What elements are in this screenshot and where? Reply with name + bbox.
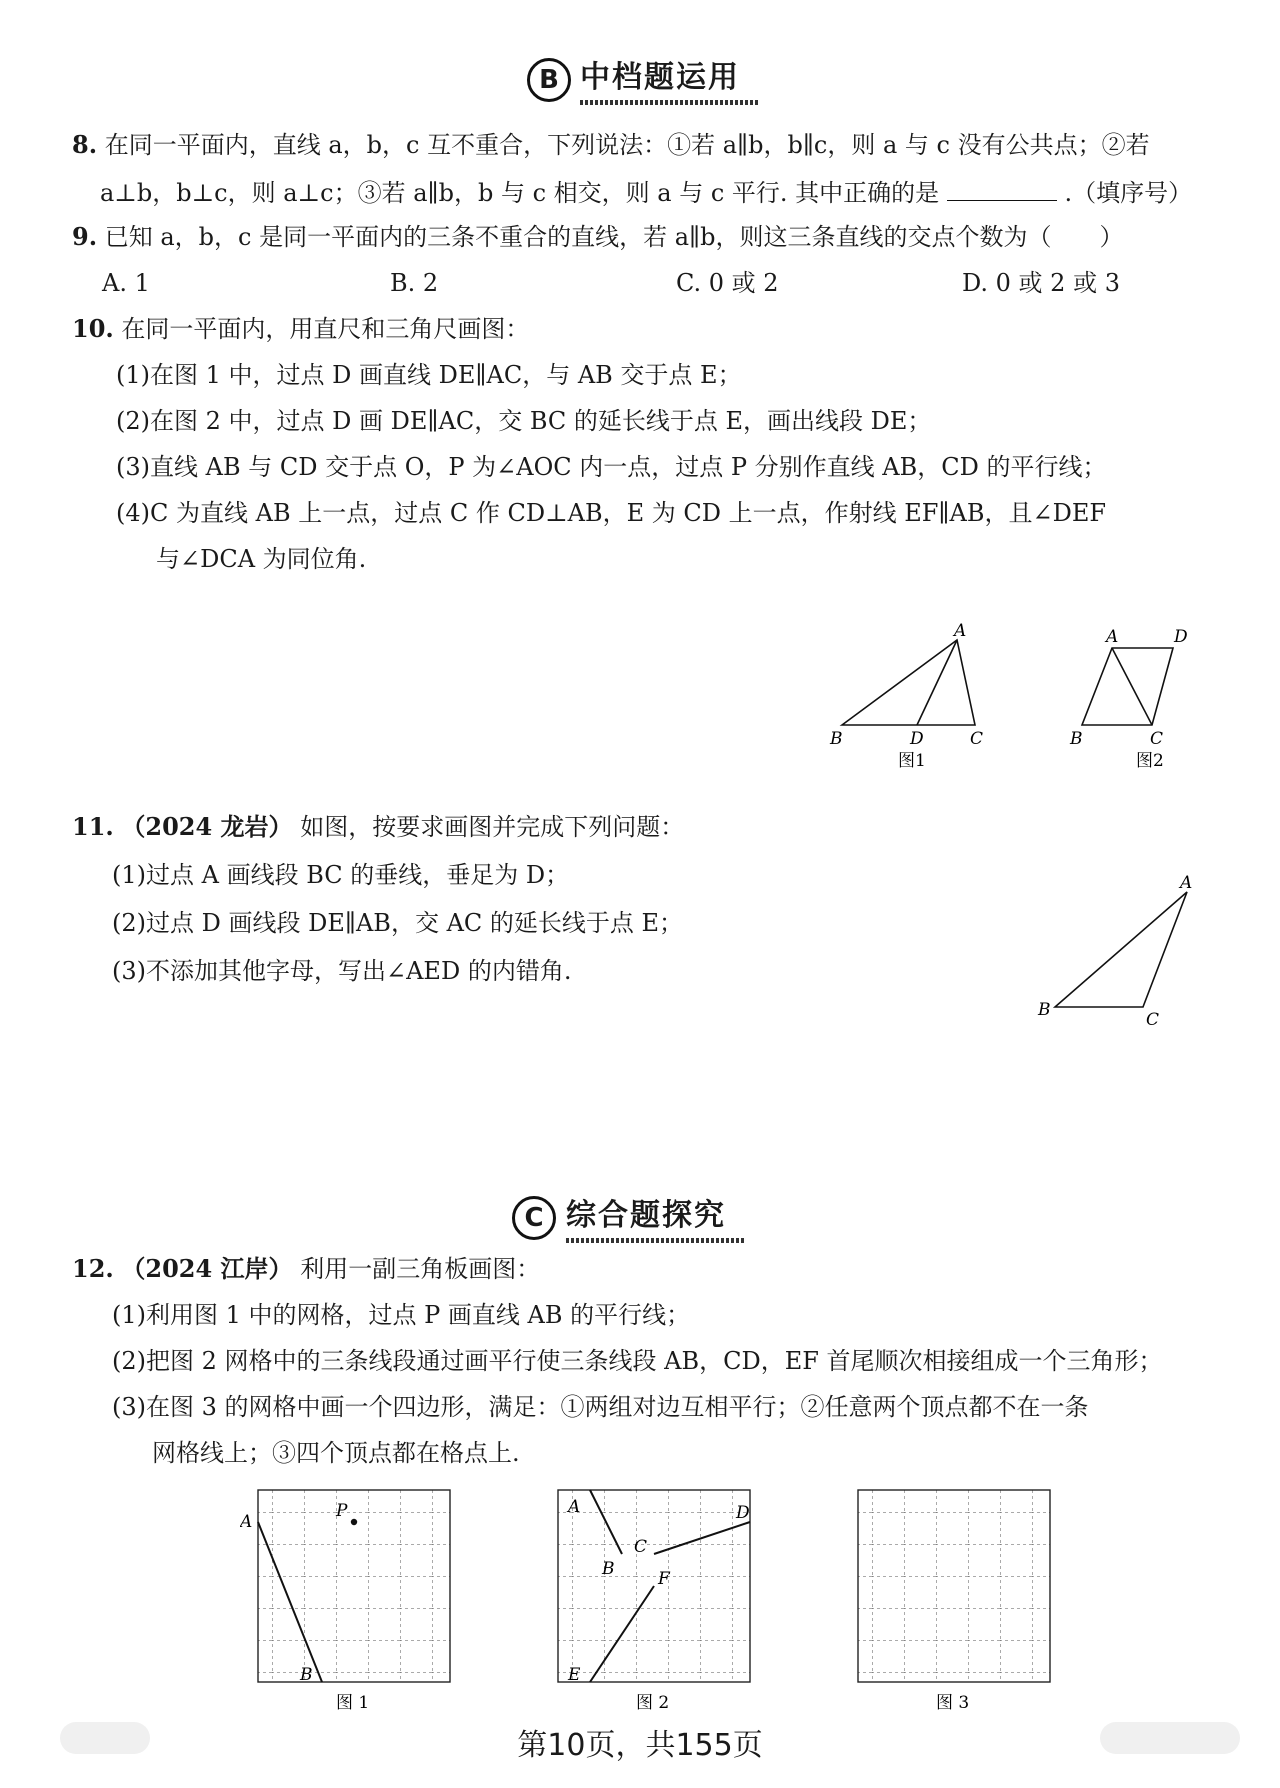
section-c-badge: C: [512, 1196, 556, 1240]
section-b-underline: [580, 100, 760, 105]
q10-part-2: (2)在图 2 中，过点 D 画 DE∥AC，交 BC 的延长线于点 E，画出线段 DE；: [116, 407, 932, 435]
q12-stem: [72, 1254, 540, 1284]
fig1-label-a: A: [954, 621, 967, 641]
q9-option-c: C. 0 或 2: [676, 269, 779, 297]
q11-part-1: (1)过点 A 画线段 BC 的垂线，垂足为 D；: [112, 861, 570, 889]
q11-part-3: (3)不添加其他字母，写出∠AED 的内错角.: [112, 957, 572, 985]
q11-figure: [1030, 870, 1200, 1030]
grid1-point-p: [351, 1519, 357, 1525]
section-c-title: 综合题探究: [566, 1198, 726, 1233]
q10-text: 在同一平面内，用直尺和三角尺画图：: [121, 315, 530, 343]
fig1-label-b: B: [830, 729, 843, 749]
q11-label-b: B: [1038, 1000, 1051, 1020]
q8-number: 8.: [72, 130, 98, 159]
section-b-badge: B: [527, 58, 571, 102]
grid3-caption: 图 3: [936, 1693, 970, 1713]
q9-option-b: B. 2: [390, 269, 439, 297]
q9-option-a: A. 1: [102, 269, 150, 297]
grid1-label-p: P: [336, 1501, 348, 1521]
q12-part-1: (1)利用图 1 中的网格，过点 P 画直线 AB 的平行线；: [112, 1301, 691, 1329]
grid2-label-a: A: [568, 1497, 581, 1517]
q8-text-1: 在同一平面内，直线 a，b，c 互不重合，下列说法：①若 a∥b，b∥c，则 a 与 c 没有公共点；②若: [104, 131, 1150, 159]
q12-text: 利用一副三角板画图：: [300, 1255, 541, 1283]
q11-label-c: C: [1146, 1010, 1160, 1030]
q10-part-4-cont: 与∠DCA 为同位角.: [156, 545, 367, 573]
q12-grid-1: [240, 1480, 470, 1720]
grid1-label-b: B: [300, 1665, 313, 1685]
fig1-segment-ad: [917, 640, 957, 725]
fig2-label-c: C: [1150, 729, 1164, 749]
q8-text-2b: .（填序号）: [1064, 179, 1193, 207]
q11-text: 如图，按要求画图并完成下列问题：: [300, 813, 685, 841]
q11-label-a: A: [1180, 873, 1193, 893]
grid2-label-b: B: [602, 1559, 615, 1579]
q11-stem: [72, 812, 684, 842]
q10-stem: [72, 314, 529, 344]
fig2-quadrilateral: [1082, 648, 1173, 725]
q8-line2: [100, 176, 1192, 208]
q12-part-2: (2)把图 2 网格中的三条线段通过画平行使三条线段 AB，CD，EF 首尾顺次相接组成一个三角形；: [112, 1347, 1163, 1375]
fig2-label-b: B: [1070, 729, 1083, 749]
section-c-underline: [566, 1238, 746, 1243]
grid2-label-c: C: [634, 1537, 648, 1557]
q11-triangle-abc: [1055, 892, 1187, 1007]
q10-part-3: (3)直线 AB 与 CD 交于点 O，P 为∠AOC 内一点，过点 P 分别作直线 AB，CD 的平行线；: [116, 453, 1107, 481]
q12-grid-3: [840, 1480, 1070, 1720]
fig2-label-d: D: [1174, 627, 1188, 647]
fig2-label-a: A: [1106, 627, 1119, 647]
q10-figure-1: [820, 620, 1000, 770]
q8-line1: [72, 130, 1150, 160]
q11-number: 11.: [72, 812, 114, 841]
grid2-label-f: F: [658, 1569, 670, 1589]
grid1-caption: 图 1: [336, 1693, 370, 1713]
q11-source: （2024 龙岩）: [121, 812, 293, 841]
q9-stem: [72, 222, 1123, 252]
grid2-caption: 图 2: [636, 1693, 670, 1713]
section-b-title: 中档题运用: [580, 60, 740, 95]
fig1-triangle-abc: [842, 640, 975, 725]
grid1-label-a: A: [240, 1512, 253, 1532]
q12-part-3: (3)在图 3 的网格中画一个四边形，满足：①两组对边互相平行；②任意两个顶点都不在一条: [112, 1393, 1089, 1421]
q10-part-4: (4)C 为直线 AB 上一点，过点 C 作 CD⊥AB，E 为 CD 上一点，作射线 EF∥AB，且∠DEF: [116, 499, 1106, 527]
fig1-label-d: D: [910, 729, 924, 749]
q9-number: 9.: [72, 222, 98, 251]
fig1-caption: 图1: [898, 751, 926, 770]
fig1-label-c: C: [970, 729, 984, 749]
grid2-label-d: D: [736, 1503, 750, 1523]
q8-answer-blank[interactable]: [947, 176, 1057, 201]
q12-number: 12.: [72, 1254, 114, 1283]
grid2-label-e: E: [568, 1665, 581, 1685]
fig2-diagonal-ac: [1112, 648, 1152, 725]
fig2-caption: 图2: [1136, 751, 1164, 770]
grid3-frame: [858, 1490, 1050, 1682]
q9-text: 已知 a，b，c 是同一平面内的三条不重合的直线，若 a∥b，则这三条直线的交点个数为（ ）: [104, 223, 1124, 251]
q10-figure-2: [1060, 620, 1210, 770]
q12-grid-2: [540, 1480, 770, 1720]
q10-number: 10.: [72, 314, 114, 343]
q11-part-2: (2)过点 D 画线段 DE∥AB，交 AC 的延长线于点 E；: [112, 909, 684, 937]
q10-part-1: (1)在图 1 中，过点 D 画直线 DE∥AC，与 AB 交于点 E；: [116, 361, 742, 389]
q12-source: （2024 江岸）: [121, 1254, 293, 1283]
page-number: 第10页，共155页: [517, 1728, 763, 1763]
q8-text-2: a⊥b，b⊥c，则 a⊥c；③若 a∥b，b 与 c 相交，则 a 与 c 平行. 其中正确的是: [100, 179, 940, 207]
q9-option-d: D. 0 或 2 或 3: [962, 269, 1120, 297]
q12-part-3-cont: 网格线上；③四个顶点都在格点上.: [152, 1439, 520, 1467]
